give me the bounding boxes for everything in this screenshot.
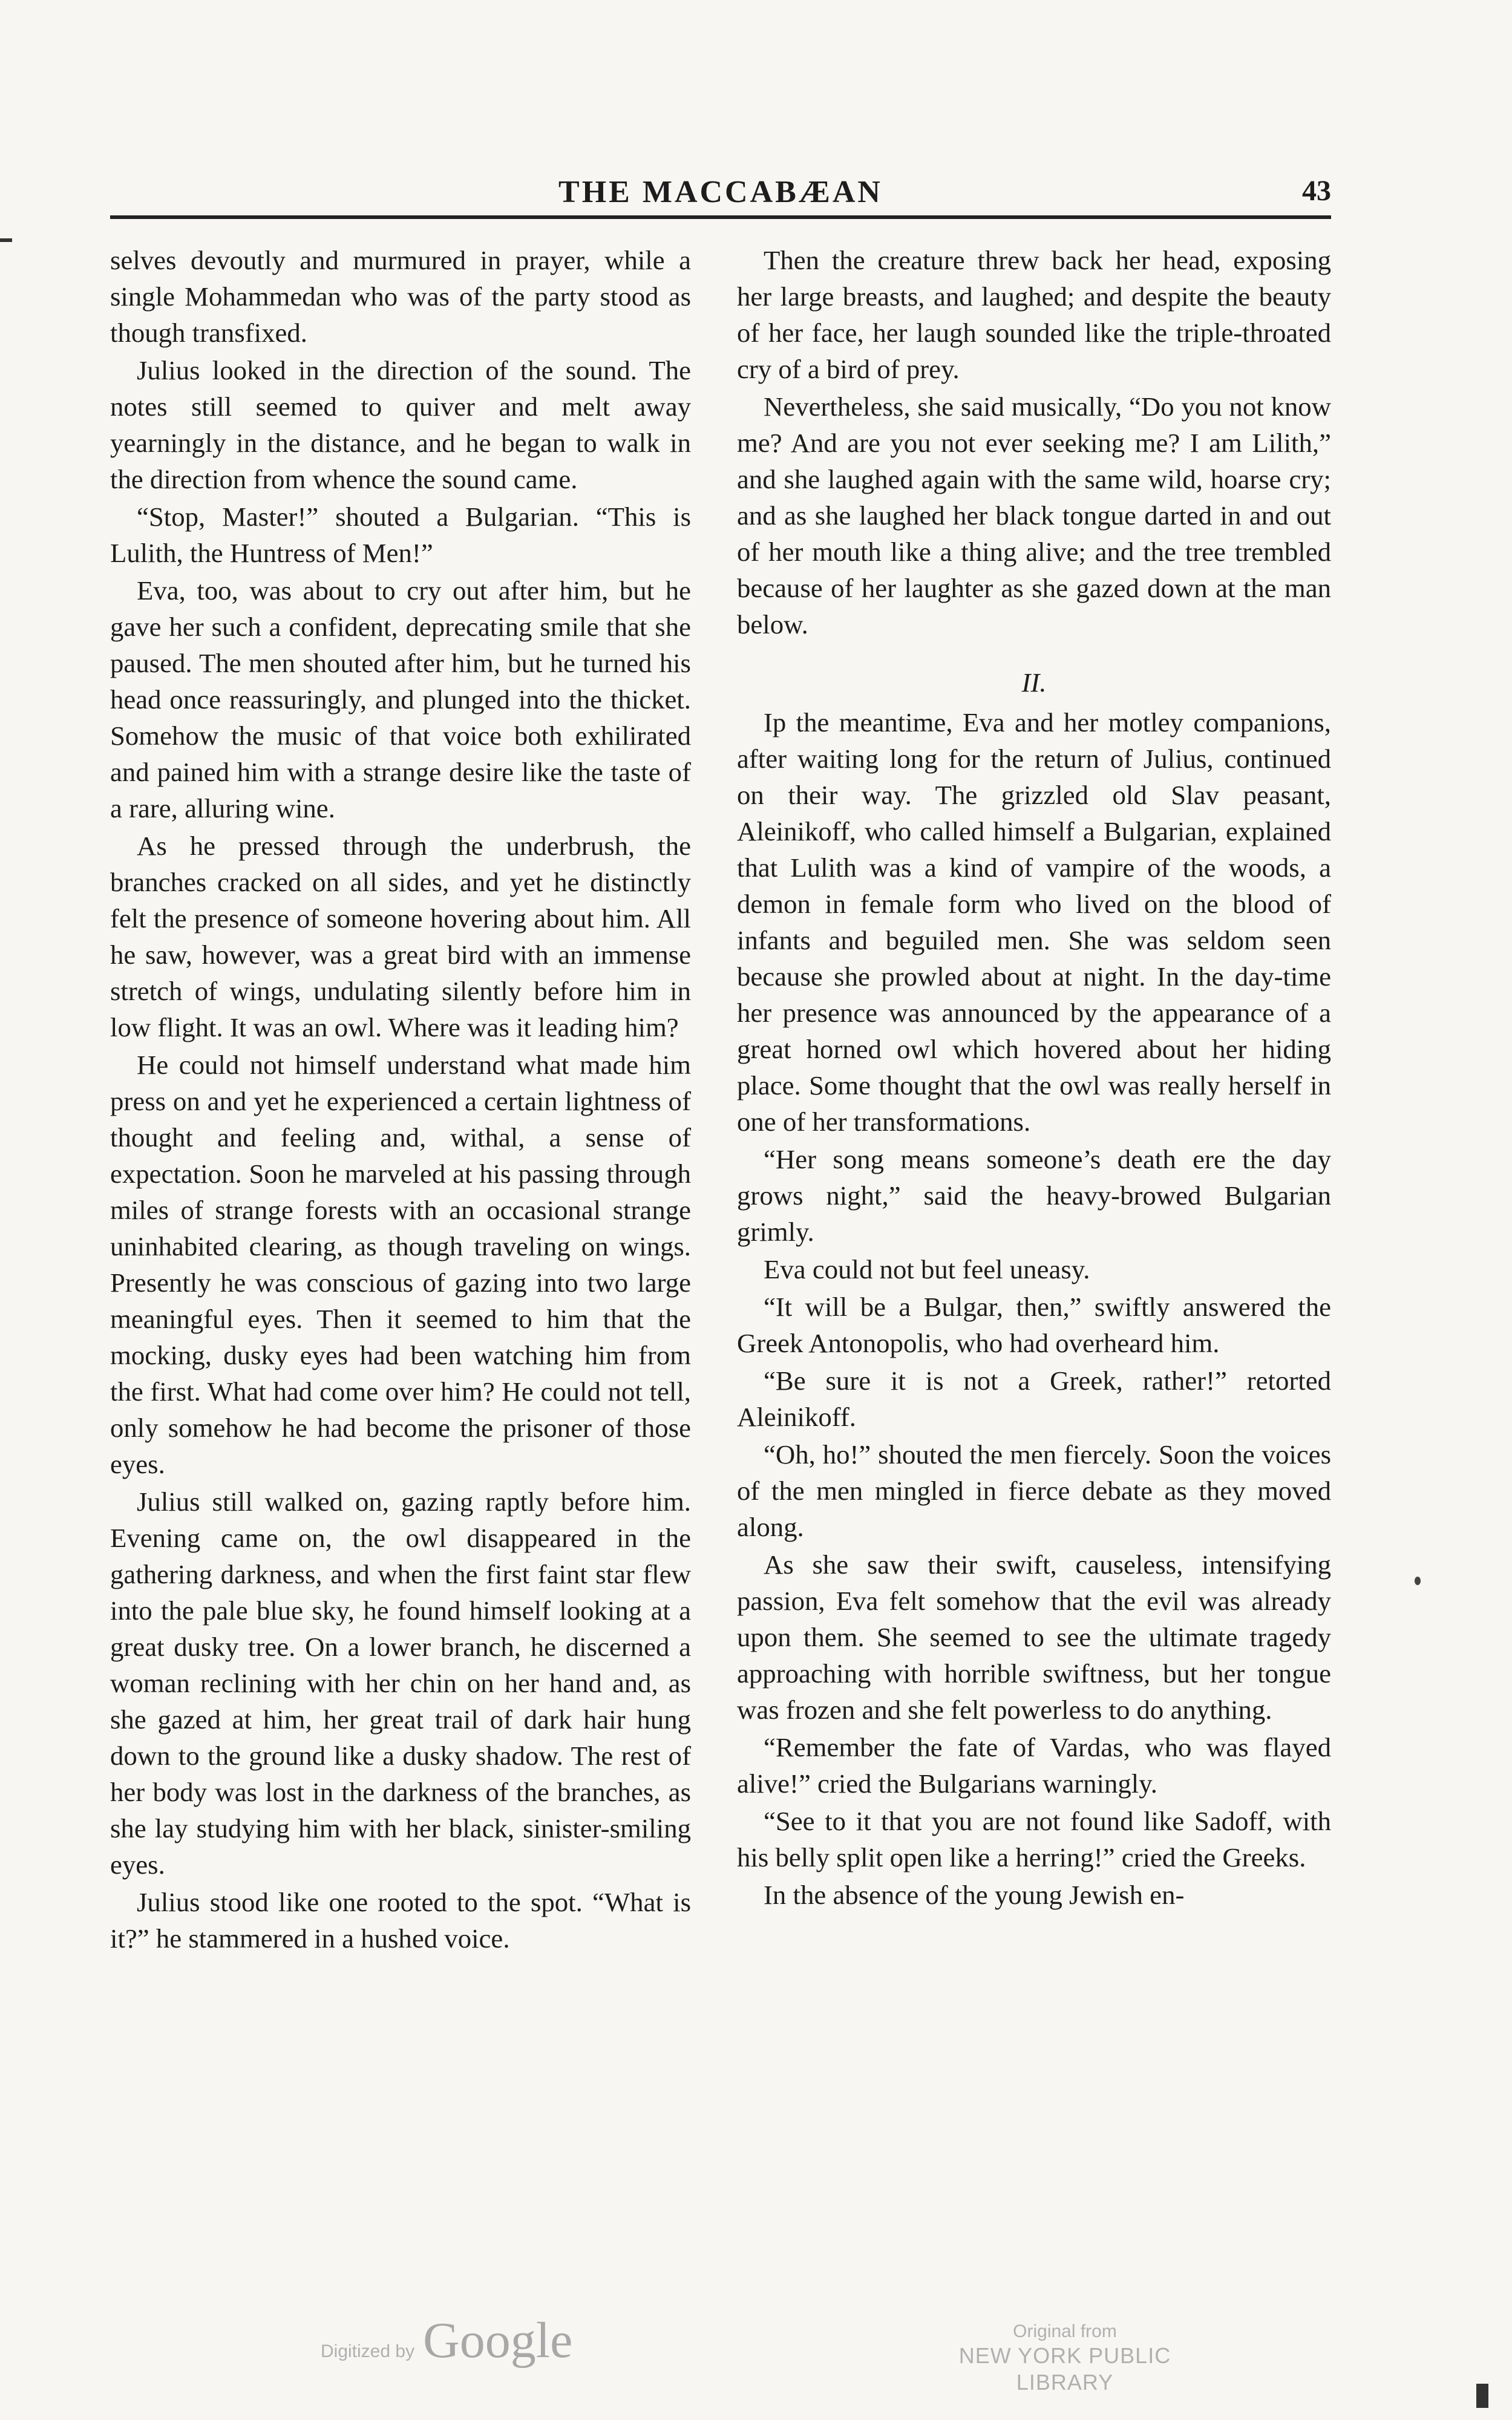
scan-speck — [1415, 1577, 1421, 1585]
paragraph: Julius looked in the direction of the sound. The notes still seemed to quiver and melt away yearningly in the distance, and he began to walk in the direction from whence the sound came. — [110, 355, 691, 494]
paragraph: Then the creature threw back her head, exposing her large breasts, and laughed; and despite the beauty of her face, her laugh sounded like the triple-throated cry of a bird of prey. — [737, 245, 1331, 384]
paragraph: Ip the meantime, Eva and her motley companions, after waiting long for the return of Julius, continued on their way. The grizzled old Slav peasant, Aleinikoff, who called himself a Bulgarian, explained that Lulith was a kind of vampire of the woods, a demon in female form who lived on the blood of infants and beguiled men. She was seldom seen because she prowled about at night. In the day-time her presence was announced by the appearance of a great horned owl which hovered about her hiding place. Some thought that the owl was really herself in one of her transformations. — [737, 707, 1331, 1137]
original-from-watermark — [920, 2321, 1210, 2396]
paragraph: “Be sure it is not a Greek, rather!” retorted Aleinikoff. — [737, 1365, 1331, 1432]
paragraph: Julius stood like one rooted to the spot. “What is it?” he stammered in a hushed voice. — [110, 1887, 691, 1954]
paragraph: In the absence of the young Jewish en- — [764, 1880, 1185, 1910]
paragraph: As she saw their swift, causeless, intensifying passion, Eva felt somehow that the evil was already upon them. She seemed to see the ultimate tragedy approaching with horrible swiftness, but her tongue was frozen and she felt powerless to do anything. — [737, 1549, 1331, 1725]
paragraph: “See to it that you are not found like Sadoff, with his belly split open like a herring!” cried the Greeks. — [737, 1806, 1331, 1872]
right-column — [737, 242, 1331, 1914]
running-title: THE MACCABÆAN — [558, 175, 883, 209]
paragraph: “Her song means someone’s death ere the day grows night,” said the heavy-browed Bulgarian grimly. — [737, 1144, 1331, 1247]
header-rule — [110, 215, 1331, 219]
scan-edge-mark — [0, 238, 12, 242]
page-header — [110, 169, 1331, 218]
left-column — [110, 242, 691, 1958]
paragraph: selves devoutly and murmured in prayer, while a single Mohammedan who was of the party stood as though transfixed. — [110, 245, 691, 348]
paragraph: He could not himself understand what made him press on and yet he experienced a certain lightness of thought and feeling and, withal, a sense of expectation. Soon he marveled at his passing through miles of strange forests with an occasional strange uninhabited clearing, as though traveling on wings. Presently he was conscious of gazing into two large meaningful eyes. Then it seemed to him that the mocking, dusky eyes had been watching him from the first. What had come over him? He could not tell, only somehow he had become the prisoner of those eyes. — [110, 1050, 691, 1479]
digitized-by-watermark — [321, 2311, 573, 2369]
section-heading: II. — [1021, 667, 1047, 698]
library-name: NEW YORK PUBLIC LIBRARY — [958, 2343, 1171, 2395]
paragraph: Eva could not but feel uneasy. — [764, 1254, 1090, 1284]
paragraph: Nevertheless, she said musically, “Do you not know me? And are you not ever seeking me? I am Lilith,” and she laughed again with the same wild, hoarse cry; and as she laughed her black tongue darted in and out of her mouth like a thing alive; and the tree trembled because of her laughter as she gazed down at the man below. — [737, 391, 1331, 639]
original-from-label: Original from — [1013, 2321, 1117, 2341]
page-number: 43 — [1302, 175, 1331, 207]
google-logo: Google — [423, 2312, 573, 2369]
paragraph: “Stop, Master!” shouted a Bulgarian. “This is Lulith, the Huntress of Men!” — [110, 502, 691, 568]
paragraph: Eva, too, was about to cry out after him, but he gave her such a confident, deprecating smile that she paused. The men shouted after him, but he turned his head once reassuringly, and plunged into the thicket. Somehow the music of that voice both exhilirated and pained him with a strange desire like the taste of a rare, alluring wine. — [110, 575, 691, 823]
digitized-by-label: Digitized by — [321, 2341, 415, 2361]
paragraph: “It will be a Bulgar, then,” swiftly answered the Greek Antonopolis, who had overheard him. — [737, 1292, 1331, 1358]
paragraph: “Remember the fate of Vardas, who was flayed alive!” cried the Bulgarians warningly. — [737, 1732, 1331, 1799]
paragraph: Julius still walked on, gazing raptly before him. Evening came on, the owl disappeared in the gathering darkness, and when the first faint star flew into the pale blue sky, he found himself looking at a great dusky tree. On a lower branch, he discerned a woman reclining with her chin on her hand and, as she gazed at him, her great trail of dark hair hung down to the ground like a dusky shadow. The rest of her body was lost in the darkness of the branches, as she lay studying him with her black, sinister-smiling eyes. — [110, 1486, 691, 1880]
paragraph: “Oh, ho!” shouted the men fiercely. Soon the voices of the men mingled in fierce debate as they moved along. — [737, 1439, 1331, 1542]
paragraph: As he pressed through the underbrush, the branches cracked on all sides, and yet he distinctly felt the presence of someone hovering about him. All he saw, however, was a great bird with an immense stretch of wings, undulating silently before him in low flight. It was an owl. Where was it leading him? — [110, 831, 691, 1042]
scan-corner-mark — [1476, 2384, 1488, 2408]
